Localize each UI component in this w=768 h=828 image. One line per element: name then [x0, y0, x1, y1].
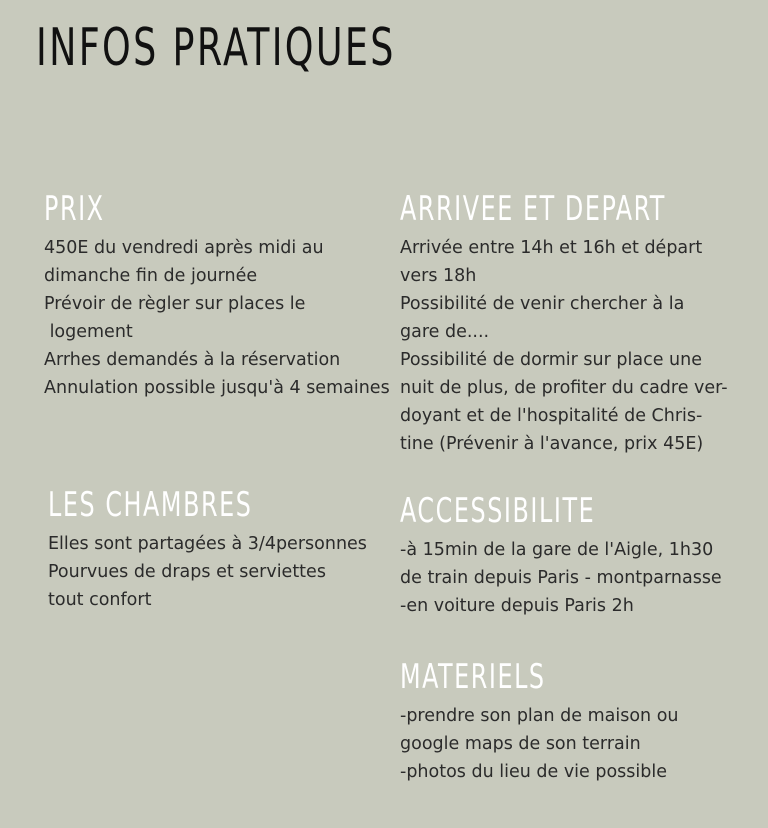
page-title: INFOS PRATIQUES	[36, 18, 396, 78]
section-line: google maps de son terrain	[400, 733, 641, 754]
section-chambres	[48, 485, 367, 614]
section-line: 450E du vendredi après midi au	[44, 237, 324, 258]
section-line: vers 18h	[400, 265, 477, 286]
section-line: logement	[44, 321, 133, 342]
section-line: Annulation possible jusqu'à 4 semaines	[44, 377, 390, 398]
section-line: -en voiture depuis Paris 2h	[400, 595, 634, 616]
section-arrivee-depart	[400, 189, 741, 458]
section-line: Elles sont partagées à 3/4personnes	[48, 533, 367, 554]
section-line: Prévoir de règler sur places le	[44, 293, 306, 314]
section-line: -à 15min de la gare de l'Aigle, 1h30	[400, 539, 714, 560]
section-heading: LES CHAMBRES	[48, 485, 253, 525]
section-line: Arrivée entre 14h et 16h et départ	[400, 237, 703, 258]
section-line: Possibilité de dormir sur place une	[400, 349, 702, 370]
section-line: Possibilité de venir chercher à la	[400, 293, 685, 314]
section-materiels	[400, 657, 679, 786]
section-heading: ACCESSIBILITE	[400, 491, 596, 531]
section-line: -photos du lieu de vie possible	[400, 761, 668, 782]
section-line: doyant et de l'hospitalité de Chris-	[400, 405, 703, 426]
section-line: gare de....	[400, 321, 490, 342]
section-line: -prendre son plan de maison ou	[400, 705, 679, 726]
section-accessibilite	[400, 491, 722, 620]
section-heading: PRIX	[44, 189, 105, 229]
section-prix	[44, 189, 390, 402]
section-line: Pourvues de draps et serviettes	[48, 561, 326, 582]
section-line: nuit de plus, de profiter du cadre ver-	[400, 377, 728, 398]
section-heading: ARRIVEE ET DEPART	[400, 189, 666, 229]
section-line: de train depuis Paris - montparnasse	[400, 567, 722, 588]
section-line: tout confort	[48, 589, 152, 610]
section-line: tine (Prévenir à l'avance, prix 45E)	[400, 433, 704, 454]
section-line: Arrhes demandés à la réservation	[44, 349, 341, 370]
section-heading: MATERIELS	[400, 657, 546, 697]
section-line: dimanche fin de journée	[44, 265, 258, 286]
